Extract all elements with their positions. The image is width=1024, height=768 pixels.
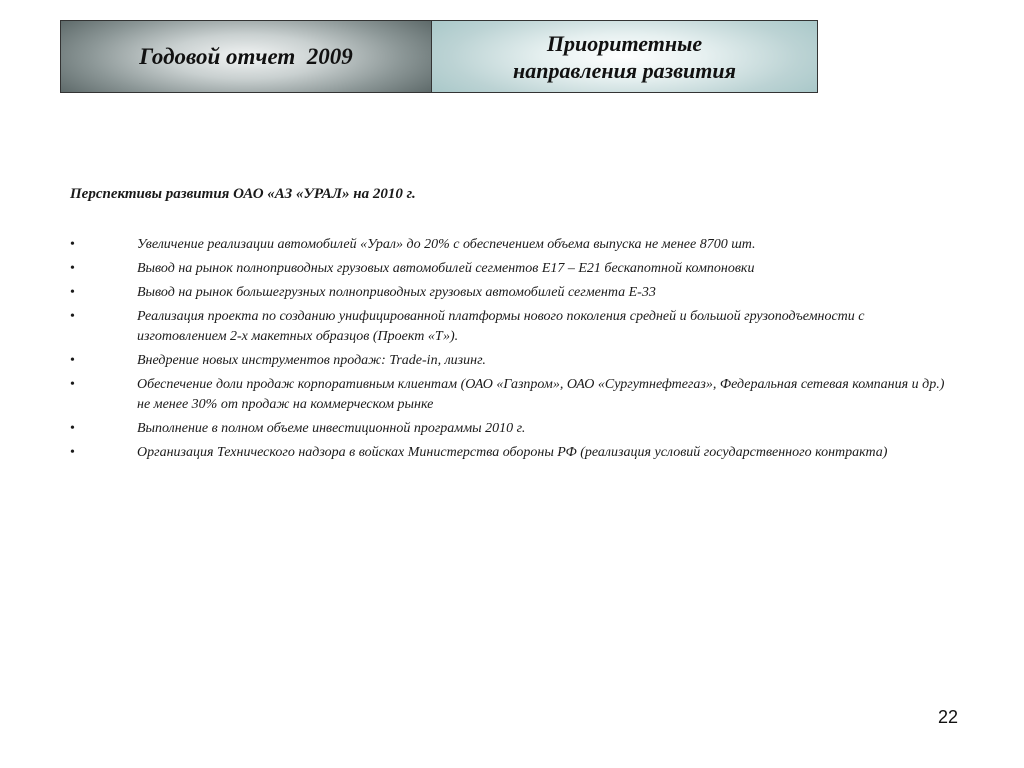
bullet-icon: • [70, 261, 75, 276]
list-item-text: Выполнение в полном объеме инвестиционной программы 2010 г. [137, 421, 526, 436]
list-item [70, 419, 950, 439]
list-item [70, 235, 950, 255]
list-item-text: Реализация проекта по созданию унифицированной платформы нового поколения средней и большой грузоподъемности с изготовлением 2-х макетных образцов (Проект «Т»). [137, 309, 865, 344]
bullet-icon: • [70, 377, 75, 392]
report-title: Годовой отчет 2009 [139, 43, 353, 69]
list-item-text: Внедрение новых инструментов продаж: Trade-in, лизинг. [137, 353, 486, 368]
bullet-icon: • [70, 421, 75, 436]
bullet-icon: • [70, 237, 75, 252]
bullet-icon: • [70, 309, 75, 324]
list-item [70, 307, 950, 347]
section-title-line-2: направления развития [513, 57, 736, 83]
bullet-icon: • [70, 353, 75, 368]
header-section-panel [432, 21, 817, 92]
list-item-text: Вывод на рынок большегрузных полноприводных грузовых автомобилей сегмента Е-33 [137, 285, 656, 300]
section-title-line-1: Приоритетные [546, 30, 703, 56]
list-item-text: Увеличение реализации автомобилей «Урал» до 20% с обеспечением объема выпуска не менее 8700 шт. [137, 237, 756, 252]
content-heading: Перспективы развития ОАО «АЗ «УРАЛ» на 2010 г. [70, 186, 416, 202]
list-item-text: Организация Технического надзора в войсках Министерства обороны РФ (реализация условий государственного контракта) [137, 445, 888, 460]
bullet-icon: • [70, 445, 75, 460]
section-title [513, 30, 736, 84]
list-item [70, 443, 950, 463]
bullet-list [70, 235, 950, 467]
list-item [70, 283, 950, 303]
list-item [70, 259, 950, 279]
header-report-panel [61, 21, 432, 92]
list-item [70, 375, 950, 415]
list-item-text: Вывод на рынок полноприводных грузовых автомобилей сегментов Е17 – Е21 бескапотной компоновки [137, 261, 755, 276]
slide-header [60, 20, 818, 93]
list-item-text: Обеспечение доли продаж корпоративным клиентам (ОАО «Газпром», ОАО «Сургутнефтегаз», Федеральная сетевая компания и др.) не менее 30% от продаж на коммерческом рынке [137, 377, 945, 412]
bullet-icon: • [70, 285, 75, 300]
page-number: 22 [938, 707, 959, 727]
list-item [70, 351, 950, 371]
